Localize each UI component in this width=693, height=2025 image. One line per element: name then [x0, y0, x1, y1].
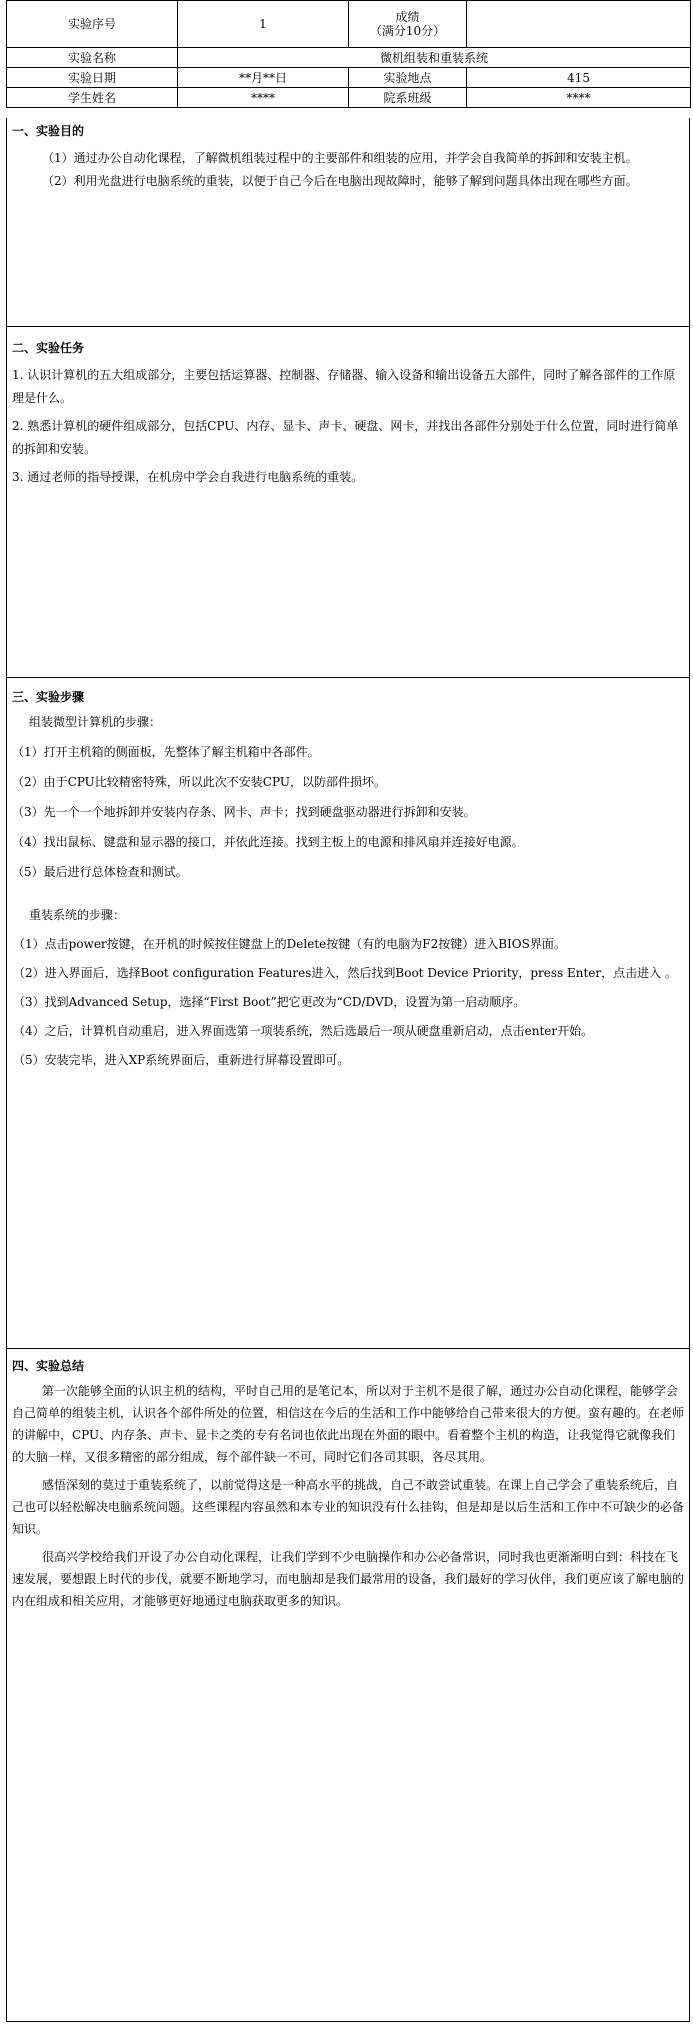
exp-name-value: 微机组装和重装系统 — [178, 48, 691, 68]
dept-class-value: **** — [467, 88, 691, 108]
location-label: 实验地点 — [349, 68, 467, 88]
lab-report-page — [6, 0, 690, 2021]
assembly-step: （2）由于CPU比较精密特殊，所以此次不安装CPU，以防部件损坏。 — [12, 775, 386, 789]
section-summary-title: 四、实验总结 — [12, 1359, 85, 1373]
task-item: 1. 认识计算机的五大组成部分，主要包括运算器、控制器、存储器、输入设备和输出设备五大部件，同时了解各部件的工作原理是什么。 — [12, 368, 676, 405]
assembly-step: （3）先一个一个地拆卸并安装内存条、网卡、声卡；找到硬盘驱动器进行拆卸和安装。 — [12, 805, 476, 819]
section-tasks — [6, 327, 690, 678]
student-name-label: 学生姓名 — [7, 88, 178, 108]
section-steps — [6, 678, 690, 1349]
exp-name-label: 实验名称 — [7, 48, 178, 68]
section-purpose — [6, 118, 690, 327]
exp-date-value: **月**日 — [178, 68, 349, 88]
report-header-table — [6, 0, 691, 108]
reinstall-step: （3）找到Advanced Setup，选择“First Boot”把它更改为“CD/DVD，设置为第一启动顺序。 — [13, 995, 526, 1009]
exp-no-value: 1 — [178, 1, 349, 48]
section-summary — [6, 1349, 690, 2022]
purpose-paragraph: （2）利用光盘进行电脑系统的重装，以便于自己今后在电脑出现故障时，能够了解到问题具体出现在哪些方面。 — [42, 174, 638, 188]
score-label — [349, 1, 467, 48]
section-purpose-title: 一、实验目的 — [12, 124, 85, 138]
section-tasks-title: 二、实验任务 — [12, 341, 85, 355]
assembly-step: （1）打开主机箱的侧面板，先整体了解主机箱中各部件。 — [12, 745, 320, 759]
assembly-step: （5）最后进行总体检查和测试。 — [12, 865, 188, 879]
exp-no-label: 实验序号 — [7, 1, 178, 48]
reinstall-step: （1）点击power按键，在开机的时候按住键盘上的Delete按键（有的电脑为F2按键）进入BIOS界面。 — [13, 937, 566, 951]
section-steps-title: 三、实验步骤 — [12, 690, 85, 704]
assembly-steps-title: 组装微型计算机的步骤： — [29, 715, 162, 729]
student-name-value: **** — [178, 88, 349, 108]
assembly-step: （4）找出鼠标、键盘和显示器的接口，并依此连接。找到主板上的电源和排风扇并连接好电源。 — [12, 835, 524, 849]
exp-date-label: 实验日期 — [7, 68, 178, 88]
score-label-line1: 成绩 — [395, 10, 420, 24]
summary-paragraph: 很高兴学校给我们开设了办公自动化课程，让我们学到不少电脑操作和办公必备常识，同时我也更渐渐明白到：科技在飞速发展，要想跟上时代的步伐，就要不断地学习，而电脑却是我们最常用的设备，我们最好的学习伙伴，我们更应该了解电脑的内在组成和相关应用，才能够更好地通过电脑获取更多的知识。 — [12, 1550, 685, 1608]
summary-paragraph: 第一次能够全面的认识主机的结构，平时自己用的是笔记本，所以对于主机不是很了解，通过办公自动化课程，能够学会自己简单的组装主机，认识各个部件所处的位置，相信这在今后的生活和工作中能够给自己带来很大的方便。蛮有趣的。在老师的讲解中，CPU、内存条、声卡、显卡之类的专有名词也依此出现在外面的眼中。看着整个主机的构造，让我觉得它就像我们的大脑一样，又很多精密的部分组成，每个部件缺一不可，同时它们各司其职，各尽其用。 — [12, 1384, 685, 1464]
location-value: 415 — [467, 68, 691, 88]
reinstall-step: （2）进入界面后，选择Boot configuration Features进入，然后找到Boot Device Priority，press Enter，点击进入 。 — [13, 966, 677, 980]
task-item: 2. 熟悉计算机的硬件组成部分，包括CPU、内存、显卡、声卡、硬盘、网卡，并找出各部件分别处于什么位置，同时进行简单的拆卸和安装。 — [12, 419, 679, 456]
task-item: 3. 通过老师的指导授课，在机房中学会自我进行电脑系统的重装。 — [12, 470, 364, 484]
score-value — [467, 1, 691, 48]
purpose-paragraph: （1）通过办公自动化课程，了解微机组装过程中的主要部件和组装的应用，并学会自我简单的拆卸和安装主机。 — [42, 151, 638, 165]
summary-paragraph: 感悟深刻的莫过于重装系统了，以前觉得这是一种高水平的挑战，自己不敢尝试重装。在课上自己学会了重装系统后，自己也可以轻松解决电脑系统问题。这些课程内容虽然和本专业的知识没有什么挂钩，但是却是以后生活和工作中不可缺少的必备知识。 — [12, 1478, 685, 1536]
score-label-line2: （满分10分） — [369, 24, 446, 38]
reinstall-steps-title: 重装系统的步骤： — [29, 908, 126, 922]
reinstall-step: （4）之后，计算机自动重启，进入界面选第一项装系统，然后选最后一项从硬盘重新启动，点击enter开始。 — [13, 1024, 594, 1038]
reinstall-step: （5）安装完毕，进入XP系统界面后，重新进行屏幕设置即可。 — [13, 1053, 350, 1067]
dept-class-label: 院系班级 — [349, 88, 467, 108]
spacer — [7, 884, 689, 904]
